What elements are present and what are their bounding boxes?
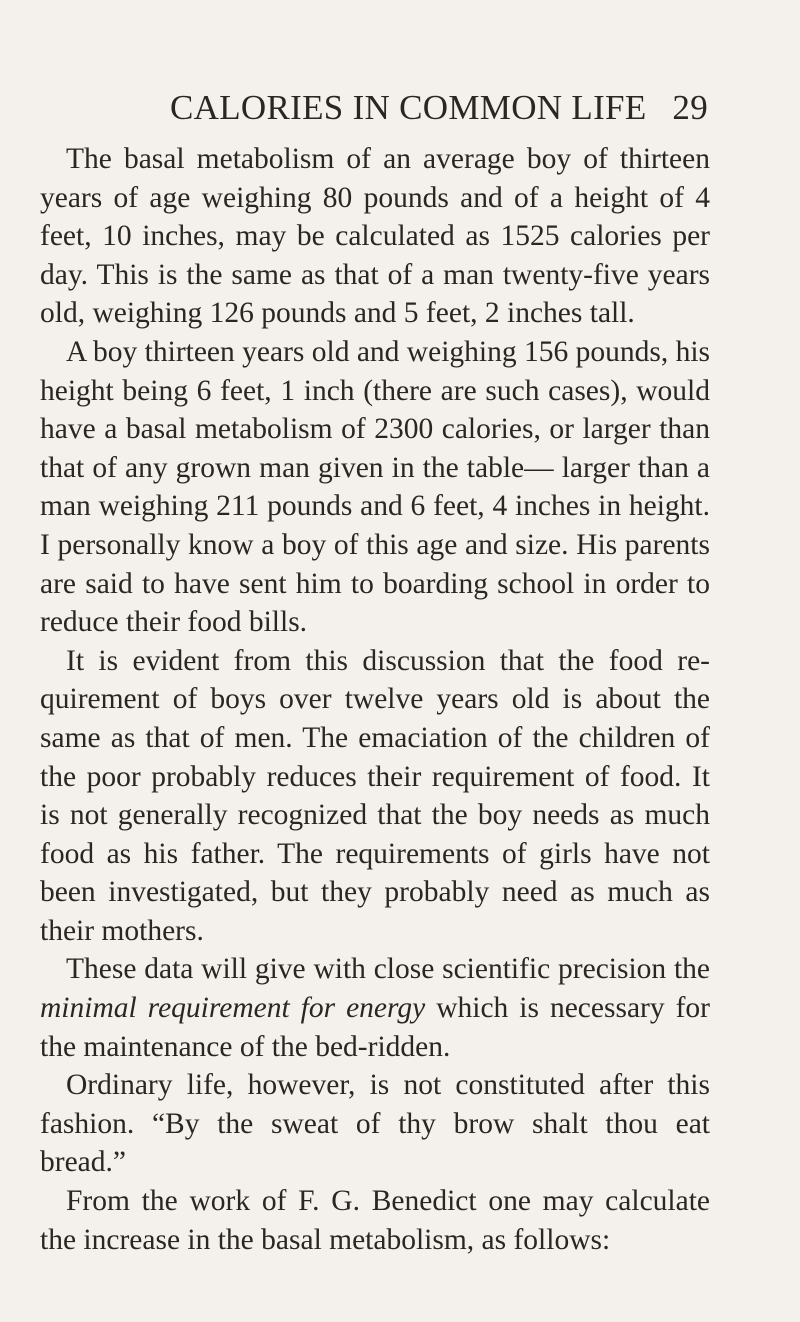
running-title: CALORIES IN COMMON LIFE (170, 88, 647, 127)
body-text (40, 140, 710, 1259)
paragraph-text-before: These data will give with close scientific precision the (66, 953, 710, 986)
paragraph-benedict: From the work of F. G. Benedict one may calculate the increase in the basal metabolism, as follows: (40, 1185, 710, 1256)
paragraph-food-requirement: It is evident from this discussion that the food re- quirement of boys over twelve years old is about the same as that of men. The emaciation of the children of the poor probably reduces their requirement of food. It is not generally recognized that the boy needs as much food as his father. The requirements of girls have not been investigated, but they probably need as much as their mothers. (40, 644, 710, 947)
running-header (170, 88, 710, 128)
emphasized-phrase: minimal requirement for energy (40, 992, 426, 1025)
paragraph-boy-thirteen: The basal metabolism of an average boy of thirteen years of age weighing 80 pounds and of a height of 4 feet, 10 inches, may be calculated as 1525 calories per day. This is the same as that of a man twenty-five years old, weighing 126 pounds and 5 feet, 2 inches tall. (40, 143, 710, 330)
paragraph-ordinary-life: Ordinary life, however, is not constituted after this fashion. “By the sweat of thy brow shalt thou eat bread.” (40, 1069, 710, 1179)
paragraph-text-after: which is necessary for the maintenance of the bed-ridden. (40, 992, 710, 1063)
paragraph-large-boy: A boy thirteen years old and weighing 156 pounds, his height being 6 feet, 1 inch (there are such cases), would have a basal metabolism of 2300 calories, or larger than that of any grown man given in the table— larger than a man weighing 211 pounds and 6 feet, 4 inches in height. I personally know a boy of this age and size. His parents are said to have sent him to boarding school in order to reduce their food bills. (40, 335, 711, 639)
page-number: 29 (672, 88, 708, 127)
paragraph-minimal-requirement (40, 950, 710, 1066)
